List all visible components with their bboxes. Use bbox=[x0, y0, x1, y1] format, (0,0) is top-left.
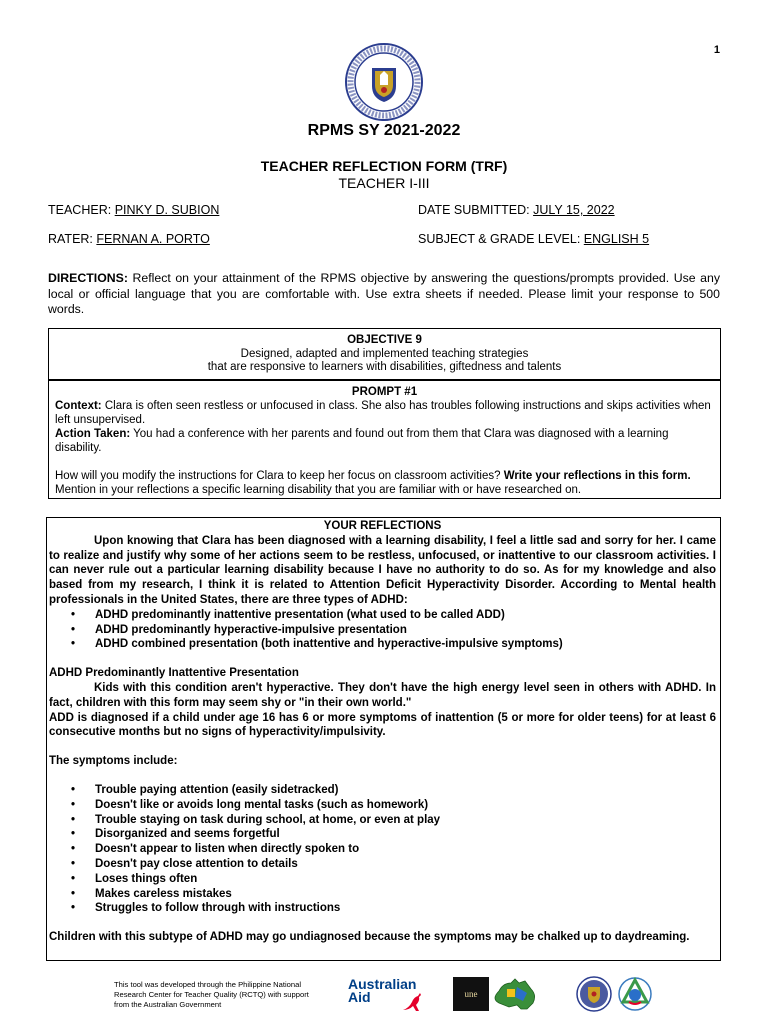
prompt-context bbox=[55, 399, 714, 427]
department-seal-icon bbox=[576, 976, 612, 1012]
symptoms-intro: The symptoms include: bbox=[49, 755, 178, 768]
list-item: • ADHD predominantly inattentive presentation (what used to be called ADD) bbox=[49, 608, 716, 623]
teacher-value: PINKY D. SUBION bbox=[114, 203, 220, 217]
list-item: • Doesn't like or avoids long mental tasks (such as homework) bbox=[49, 798, 716, 813]
list-item: • Disorganized and seems forgetful bbox=[49, 827, 716, 842]
list-item: • Trouble paying attention (easily sidetracked) bbox=[49, 783, 716, 798]
reflections-heading: YOUR REFLECTIONS bbox=[323, 520, 442, 532]
symptoms-list bbox=[49, 783, 716, 916]
subject-field bbox=[418, 232, 649, 246]
date-field bbox=[418, 203, 615, 217]
directions-label: DIRECTIONS: bbox=[48, 271, 128, 285]
prompt-question bbox=[55, 469, 714, 497]
objective-line-1: Designed, adapted and implemented teaching strategies bbox=[240, 347, 529, 360]
reflections-box bbox=[46, 517, 721, 961]
objective-box bbox=[48, 328, 721, 380]
context-label: Context: bbox=[55, 400, 102, 412]
question-text: How will you modify the instructions for Clara to keep her focus on classroom activities? bbox=[55, 470, 504, 482]
adhd-types-list bbox=[49, 608, 716, 652]
rater-field bbox=[48, 232, 210, 246]
footer-text: This tool was developed through the Philippine National Research Center for Teacher Quality (RCTQ) with support from the Australian Government bbox=[114, 980, 309, 1009]
list-item: • Trouble staying on task during school, at home, or even at play bbox=[49, 813, 716, 828]
list-item: • Doesn't appear to listen when directly spoken to bbox=[49, 842, 716, 857]
reflection-closing: Children with this subtype of ADHD may go undiagnosed because the symptoms may be chalked up to daydreaming. bbox=[49, 931, 690, 944]
list-item: • Makes careless mistakes bbox=[49, 887, 716, 902]
reflection-subheading: ADHD Predominantly Inattentive Presentation bbox=[49, 667, 299, 680]
prompt-action bbox=[55, 427, 714, 455]
subject-label: SUBJECT & GRADE LEVEL: bbox=[418, 232, 584, 246]
list-item: • Doesn't pay close attention to details bbox=[49, 857, 716, 872]
kangaroo-icon bbox=[400, 990, 424, 1012]
deped-seal-icon bbox=[344, 42, 424, 122]
action-label: Action Taken: bbox=[55, 428, 131, 440]
aid-line-1: Australian bbox=[348, 976, 417, 992]
directions-text: Reflect on your attainment of the RPMS objective by answering the questions/prompts provided. Use any local or official language that you are comfortable with. Use extra sheets if needed. Please limit your response to 500 words. bbox=[48, 271, 720, 316]
objective-line-2: that are responsive to learners with disabilities, giftedness and talents bbox=[207, 361, 562, 373]
reflection-paragraph-2: Kids with this condition aren't hyperactive. They don't have the high energy level seen in others with ADHD. In fact, children with this form may seem shy or "in their own world." bbox=[49, 681, 716, 709]
rater-value: FERNAN A. PORTO bbox=[96, 232, 210, 246]
rater-label: RATER: bbox=[48, 232, 97, 246]
context-text: Clara is often seen restless or unfocused in class. She also has troubles following instructions and skips activities when left unsupervised. bbox=[55, 400, 711, 426]
objective-heading: OBJECTIVE 9 bbox=[347, 334, 422, 346]
prompt-heading: PROMPT #1 bbox=[351, 386, 418, 398]
form-title: TEACHER REFLECTION FORM (TRF) bbox=[260, 158, 508, 174]
list-item: • Loses things often bbox=[49, 872, 716, 887]
question-bold: Write your reflections in this form. bbox=[503, 470, 691, 482]
question-tail: Mention in your reflections a specific learning disability that you are familiar with or have researched on. bbox=[55, 484, 582, 496]
subject-value: ENGLISH 5 bbox=[583, 232, 650, 246]
institution-logo-icon bbox=[617, 976, 653, 1012]
teacher-field bbox=[48, 203, 219, 217]
date-value: JULY 15, 2022 bbox=[533, 203, 615, 217]
page-title: RPMS SY 2021-2022 bbox=[307, 122, 461, 139]
form-subtitle: TEACHER I-III bbox=[338, 175, 430, 191]
action-text: You had a conference with her parents and found out from them that Clara was diagnosed with a learning disability. bbox=[55, 428, 669, 454]
list-item: • Struggles to follow through with instructions bbox=[49, 901, 716, 916]
page-number: 1 bbox=[713, 44, 720, 56]
directions bbox=[48, 271, 720, 318]
date-label: DATE SUBMITTED: bbox=[418, 203, 534, 217]
teacher-label: TEACHER: bbox=[48, 203, 115, 217]
une-logo: une bbox=[453, 977, 489, 1011]
list-item: • ADHD predominantly hyperactive-impulsive presentation bbox=[49, 623, 716, 638]
list-item: • ADHD combined presentation (both inattentive and hyperactive-impulsive symptoms) bbox=[49, 637, 716, 652]
australia-map-icon bbox=[493, 977, 539, 1013]
aid-line-2: Aid bbox=[348, 989, 371, 1005]
prompt-box bbox=[48, 380, 721, 499]
reflection-paragraph-3: ADD is diagnosed if a child under age 16 has 6 or more symptoms of inattention (5 or more for older teens) for at least 6 consecutive months but no signs of hyperactivity/impulsivity. bbox=[49, 711, 716, 739]
reflection-paragraph-1: Upon knowing that Clara has been diagnosed with a learning disability, I feel a little sad and sorry for her. I came to realize and justify why some of her actions seem to be restless, unfocused, or inattentive to our classroom activities. I can never rule out a particular learning disability because I have no authority to do so. As for my knowledge and also based from my research, I think it is related to Attention Deficit Hyperactivity Disorder. According to Mental health professionals in the United States, there are three types of ADHD: bbox=[49, 534, 716, 606]
